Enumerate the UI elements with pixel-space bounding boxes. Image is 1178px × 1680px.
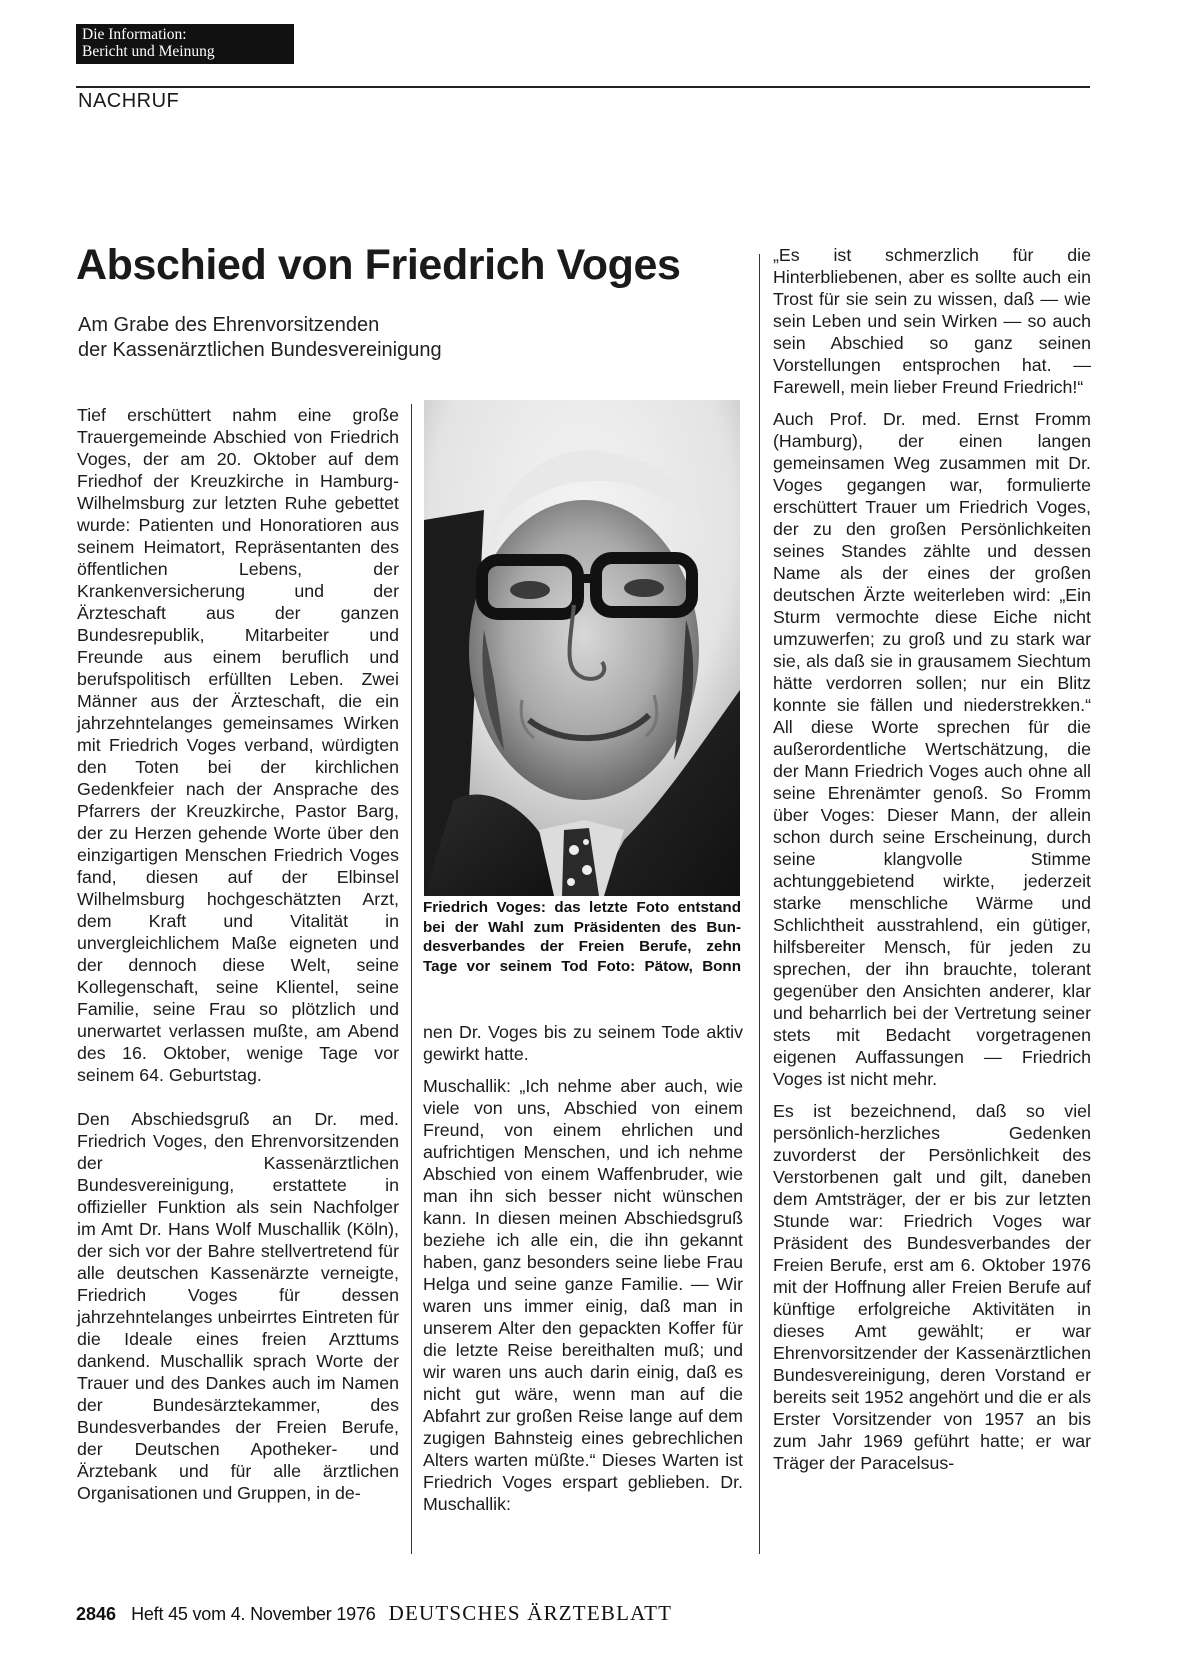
column-divider (759, 254, 760, 1554)
section-label (76, 24, 294, 64)
caption-line: Friedrich Voges: das letzte Foto entstand (423, 899, 741, 916)
section-label-line1: Die Information: (82, 26, 187, 43)
paragraph: Es ist bezeichnend, daß so viel persönlich-herzliches Gedenken zuvorderst der Persönlichkeit des Verstorbenen galt und gilt, daneben dem Amtsträger, der er bis zur letzten Stunde war: Friedrich Voges war Präsident des Bundesverbandes der Freien Berufe, erst am 6. Oktober 1976 mit der Hoffnung aller Freien Berufe auf künftige erfolgreiche Aktivitäten in dieses Amt gewählt; er war Ehrenvorsitzender der Kassenärztlichen Bundesvereinigung, deren Vorstand er bereits seit 1952 angehört und die er als Erster Vorsitzender von 1957 an bis zum Jahr 1969 geführt hatte; er war Träger der Paracelsus- (773, 1101, 1091, 1473)
caption-line: bei der Wahl zum Präsidenten des Bun- (423, 918, 741, 936)
section-label-line2: Bericht und Meinung (82, 43, 215, 60)
text-column-2 (423, 1021, 743, 1515)
text-column-1 (77, 404, 399, 1504)
article-subtitle (78, 313, 442, 363)
caption-line: desverbandes der Freien Berufe, zehn (423, 938, 741, 955)
header-rule (76, 86, 1090, 88)
portrait-photo (424, 400, 740, 896)
issue-info: Heft 45 vom 4. November 1976 (131, 1604, 376, 1624)
article-title: Abschied von Friedrich Voges (76, 241, 681, 289)
page-number: 2846 (76, 1604, 117, 1624)
text-column-3 (773, 244, 1091, 1474)
page-footer (76, 1601, 672, 1626)
paragraph: nen Dr. Voges bis zu seinem Tode aktiv gewirkt hatte. (423, 1022, 743, 1064)
subtitle-line-2: der Kassenärztlichen Bundesvereinigung (78, 339, 442, 361)
paragraph: Tief erschüttert nahm eine große Trauergemeinde Abschied von Friedrich Voges, der am 20. Oktober auf dem Friedhof der Kreuzkirche in Hamburg-Wilhelmsburg zur letzten Ruhe gebettet wurde: Patienten und Honoratioren aus seinem Heimatort, Repräsentanten des öffentlichen Lebens, der Krankenversicherung und der Ärzteschaft aus der ganzen Bundesrepublik, Mitarbeiter und Freunde aus einem beruflich und berufspolitisch erfüllten Leben. Zwei Männer aus der Ärzteschaft, die ein jahrzehntelanges gemeinsames Wirken mit Friedrich Voges verband, würdigten den Toten bei der kirchlichen Gedenkfeier nach der Ansprache des Pfarrers der Kreuzkirche, Pastor Barg, der zu Herzen gehende Worte über den einzigartigen Menschen Friedrich Voges fand, diesen auf der Elbinsel Wilhelmsburg hochgeschätzten Arzt, dem Kraft und Vitalität in unvergleichlichem Maße eigneten und der dennoch diese Welt, seine Kollegenschaft, seine Klientel, seine Familie, seine Frau so plötzlich und unerwartet verlassen mußte, am Abend des 16. Oktober, wenige Tage vor seinem 64. Geburtstag. (77, 405, 399, 1085)
paragraph: Muschallik: „Ich nehme aber auch, wie viele von uns, Abschied von einem Freund, von einem ehrlichen und aufrichtigen Menschen, und ich nehme Abschied von einem Waffenbruder, wie man ihn sich besser nicht wünschen kann. In diesen meinen Abschiedsgruß beziehe ich alle ein, die ihn gekannt haben, ganz besonders seine liebe Frau Helga und seine ganze Familie. — Wir waren uns immer einig, daß man in unserem Alter den gepackten Koffer für die letzte Reise bereithalten muß; und wir waren uns auch darin einig, daß es nicht gut wäre, wenn man auf die Abfahrt zur großen Reise lange auf dem zugigen Bahnsteig eines gebrechlichen Alters warten müßte.“ Dieses Warten ist Friedrich Voges erspart geblieben. Dr. Muschallik: (423, 1076, 743, 1514)
magazine-name: DEUTSCHES ÄRZTEBLATT (388, 1601, 673, 1625)
subtitle-line-1: Am Grabe des Ehrenvorsitzenden (78, 314, 380, 336)
paragraph: Auch Prof. Dr. med. Ernst Fromm (Hamburg), der einen langen gemeinsamen Weg zusammen mit Dr. Voges gegangen war, formulierte erschüttert Trauer um Friedrich Voges, der zu den großen Persönlichkeiten seines Standes zählte und dessen Name als der eines der großen deutschen Ärzte weiterleben wird: „Ein Sturm vermochte diese Eiche nicht umzuwerfen; zu groß und zu stark war sie, als daß sie in grausamem Siechtum hätte verdorren sollen; nur ein Blitz konnte sie fällen und niederstrekken.“ All diese Worte sprechen für die außerordentliche Wertschätzung, die der Mann Friedrich Voges auch ohne all seine Ehrenämter genoß. So Fromm über Voges: Dieser Mann, der allein schon durch seine Erscheinung, durch seine klangvolle Stimme achtunggebietend wirkte, jederzeit starke menschliche Wärme und Schlichtheit ausstrahlend, ein gütiger, hilfsbereiter Mensch, für jeden zu sprechen, der ihn brauchte, tolerant gegenüber den Ansichten anderer, klar und beharrlich bei der Vertretung seiner stets mit Bedacht vorgetragenen eigenen Auffassungen — Friedrich Voges ist nicht mehr. (773, 409, 1091, 1089)
kicker: NACHRUF (78, 90, 180, 112)
column-divider (411, 404, 412, 1554)
paragraph: Den Abschiedsgruß an Dr. med. Friedrich Voges, den Ehrenvorsitzenden der Kassenärztlichen Bundesvereinigung, erstattete in offizieller Funktion als sein Nachfolger im Amt Dr. Hans Wolf Muschallik (Köln), der sich vor der Bahre stellvertretend für alle deutschen Kassenärzte verneigte, Friedrich Voges für dessen jahrzehntelanges unbeirrtes Eintreten für die Ideale eines freien Arzttums dankend. Muschallik sprach Worte der Trauer und des Dankes auch im Namen der Bundesärztekammer, des Bundesverbandes der Freien Berufe, der Deutschen Apotheker- und Ärztebank und für alle ärztlichen Organisationen und Gruppen, in de- (77, 1109, 399, 1503)
photo-caption (423, 898, 741, 976)
caption-line: Tage vor seinem Tod Foto: Pätow, Bonn (423, 957, 741, 975)
paragraph: „Es ist schmerzlich für die Hinterbliebenen, aber es sollte auch ein Trost für sie sein zu wissen, daß — wie sein Leben und sein Wirken — so auch sein Abschied so ganz seinen Vorstellungen entsprochen hat. — Farewell, mein lieber Freund Friedrich!“ (773, 245, 1091, 397)
